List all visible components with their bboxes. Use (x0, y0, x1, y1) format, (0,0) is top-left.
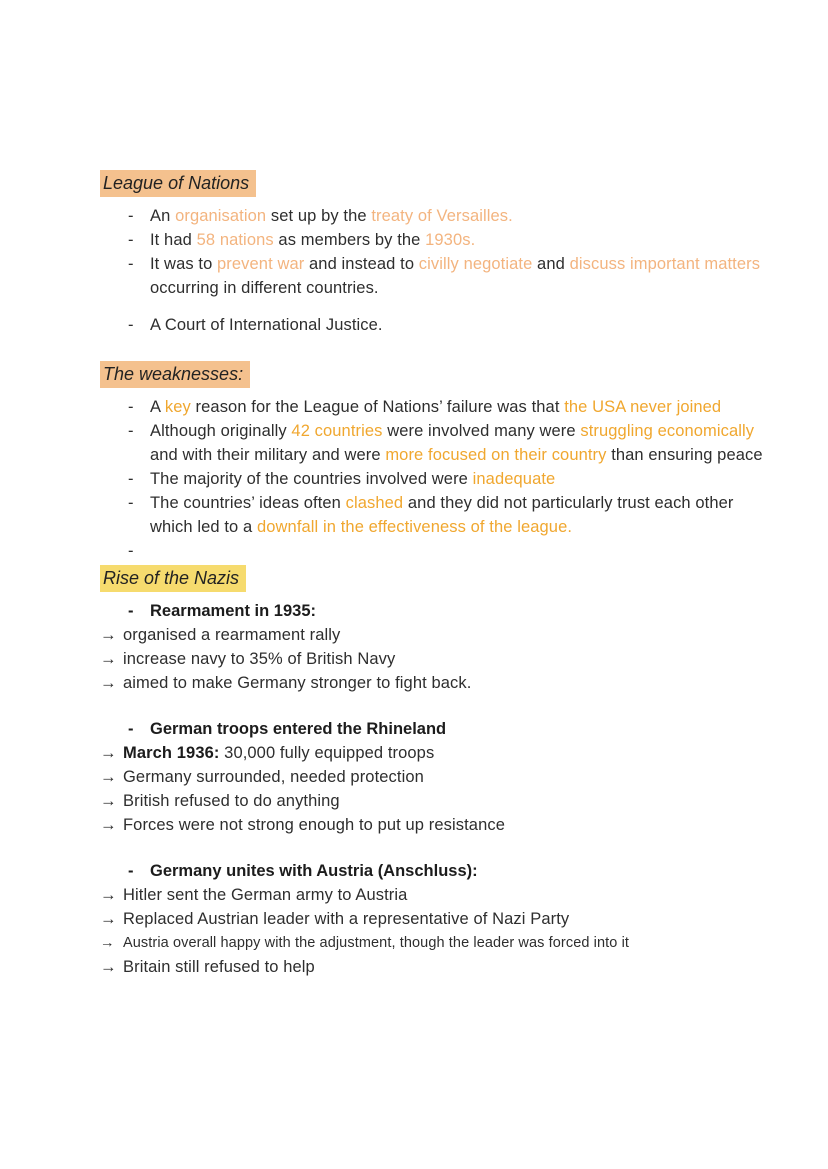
plain-text: occurring in different countries. (150, 279, 379, 297)
note-line (100, 623, 778, 647)
bullet-dash-icon: - (128, 207, 134, 225)
plain-text: and instead to (304, 255, 419, 273)
note-line (100, 395, 778, 419)
note-text (150, 419, 778, 467)
plain-text: were involved many were (382, 422, 581, 440)
bullet-dash-icon: - (128, 602, 134, 620)
note-line (100, 671, 778, 695)
emphasis-text: clashed (345, 494, 404, 512)
note-line (100, 859, 778, 883)
plain-text: The countries’ ideas often (150, 494, 346, 512)
plain-text: aimed to make Germany stronger to fight back. (123, 674, 472, 692)
note-line (100, 252, 778, 300)
plain-text: The majority of the countries involved were (150, 470, 473, 488)
plain-text: than ensuring peace (606, 446, 763, 464)
plain-text: It had (150, 231, 197, 249)
plain-text: 30,000 fully equipped troops (219, 744, 435, 762)
plain-text: organised a rearmament rally (123, 626, 341, 644)
plain-text: Forces were not strong enough to put up resistance (123, 816, 505, 834)
arrow-icon: → (100, 816, 117, 834)
emphasis-text: more focused on their country (385, 446, 607, 464)
arrow-icon: → (100, 744, 117, 762)
arrow-icon: → (100, 792, 117, 810)
note-line (100, 717, 778, 741)
emphasis-text: 58 nations (196, 231, 274, 249)
plain-text: as members by the (273, 231, 426, 249)
bullet-dash-icon: - (128, 862, 134, 880)
note-text (123, 813, 778, 837)
note-text (123, 765, 778, 789)
plain-text: Although originally (150, 422, 292, 440)
plain-text: German troops entered the Rhineland (150, 720, 447, 738)
bullet-dash-icon: - (128, 422, 134, 440)
emphasis-text: inadequate (472, 470, 556, 488)
note-line (100, 204, 778, 228)
note-text (123, 883, 778, 907)
note-line (100, 931, 778, 955)
bullet-dash-icon: - (128, 231, 134, 249)
note-line (100, 228, 778, 252)
note-line (100, 647, 778, 671)
section-heading-league: League of Nations (100, 170, 256, 197)
plain-text: Austria overall happy with the adjustment, though the leader was forced into it (123, 935, 630, 951)
arrow-icon: → (100, 650, 117, 668)
note-text (150, 717, 778, 741)
plain-text: set up by the (266, 207, 372, 225)
arrow-icon: → (100, 910, 117, 928)
notes-content (100, 170, 778, 979)
arrow-icon: → (100, 768, 117, 786)
note-text (123, 789, 778, 813)
note-text (150, 313, 778, 337)
emphasis-text: struggling economically (580, 422, 755, 440)
bullet-dash-icon: - (128, 255, 134, 273)
arrow-icon: → (100, 886, 117, 904)
emphasis-text: 1930s. (425, 231, 476, 249)
note-text (123, 955, 778, 979)
arrow-icon: → (100, 674, 117, 692)
plain-text: A (150, 398, 165, 416)
plain-text: Hitler sent the German army to Austria (123, 886, 408, 904)
section-weaknesses (100, 361, 778, 563)
plain-text: and with their military and were (150, 446, 386, 464)
bullet-dash-icon: - (128, 494, 134, 512)
plain-text: Germany surrounded, needed protection (123, 768, 424, 786)
plain-text: Britain still refused to help (123, 958, 315, 976)
arrow-icon: → (100, 935, 115, 951)
arrow-icon: → (100, 958, 117, 976)
bullet-dash-icon: - (128, 542, 134, 560)
note-line (100, 539, 778, 563)
plain-text: reason for the League of Nations’ failure was that (190, 398, 565, 416)
note-line (100, 765, 778, 789)
note-line (100, 813, 778, 837)
bullet-dash-icon: - (128, 398, 134, 416)
section-heading-nazis: Rise of the Nazis (100, 565, 246, 592)
note-text (123, 907, 778, 931)
note-line (100, 907, 778, 931)
emphasis-text: organisation (175, 207, 267, 225)
plain-text: and (532, 255, 570, 273)
note-line (100, 467, 778, 491)
note-line (100, 741, 778, 765)
spacer (100, 695, 778, 717)
note-line (100, 789, 778, 813)
note-text (123, 741, 778, 765)
note-text (150, 228, 778, 252)
emphasis-text: the USA never joined (564, 398, 722, 416)
bullet-dash-icon: - (128, 470, 134, 488)
emphasis-text: treaty of Versailles. (371, 207, 513, 225)
bullet-dash-icon: - (128, 720, 134, 738)
bullet-dash-icon: - (128, 316, 134, 334)
note-line (100, 883, 778, 907)
note-text (123, 647, 778, 671)
plain-text: It was to (150, 255, 218, 273)
note-line (100, 955, 778, 979)
emphasis-text: key (164, 398, 191, 416)
note-text (150, 395, 778, 419)
plain-text: An (150, 207, 176, 225)
note-line (100, 419, 778, 467)
section-heading-weaknesses: The weaknesses: (100, 361, 250, 388)
note-text (123, 623, 778, 647)
note-text (150, 491, 778, 539)
plain-text: Germany unites with Austria (Anschluss): (150, 862, 478, 880)
plain-text: Replaced Austrian leader with a representative of Nazi Party (123, 910, 570, 928)
note-text (123, 932, 778, 955)
plain-text: Rearmament in 1935: (150, 602, 316, 620)
emphasis-text: civilly negotiate (418, 255, 533, 273)
note-text (150, 204, 778, 228)
plain-text: British refused to do anything (123, 792, 340, 810)
note-text (150, 252, 778, 300)
plain-text: and they did not particularly trust each other which led to a (150, 494, 734, 536)
plain-text: A Court of International Justice. (150, 316, 383, 334)
note-text (150, 467, 778, 491)
note-text (150, 859, 778, 883)
emphasis-text: prevent war (217, 255, 305, 273)
note-text (150, 599, 778, 623)
note-line (100, 599, 778, 623)
emphasis-text: March 1936: (123, 744, 220, 762)
note-line (100, 491, 778, 539)
section-nazis (100, 565, 778, 979)
arrow-icon: → (100, 626, 117, 644)
spacer (100, 837, 778, 859)
spacer (100, 300, 778, 313)
emphasis-text: discuss important matters (569, 255, 761, 273)
emphasis-text: downfall in the effectiveness of the league. (256, 518, 573, 536)
note-line (100, 313, 778, 337)
section-league (100, 170, 778, 337)
note-text (123, 671, 778, 695)
emphasis-text: 42 countries (291, 422, 383, 440)
plain-text: increase navy to 35% of British Navy (123, 650, 396, 668)
